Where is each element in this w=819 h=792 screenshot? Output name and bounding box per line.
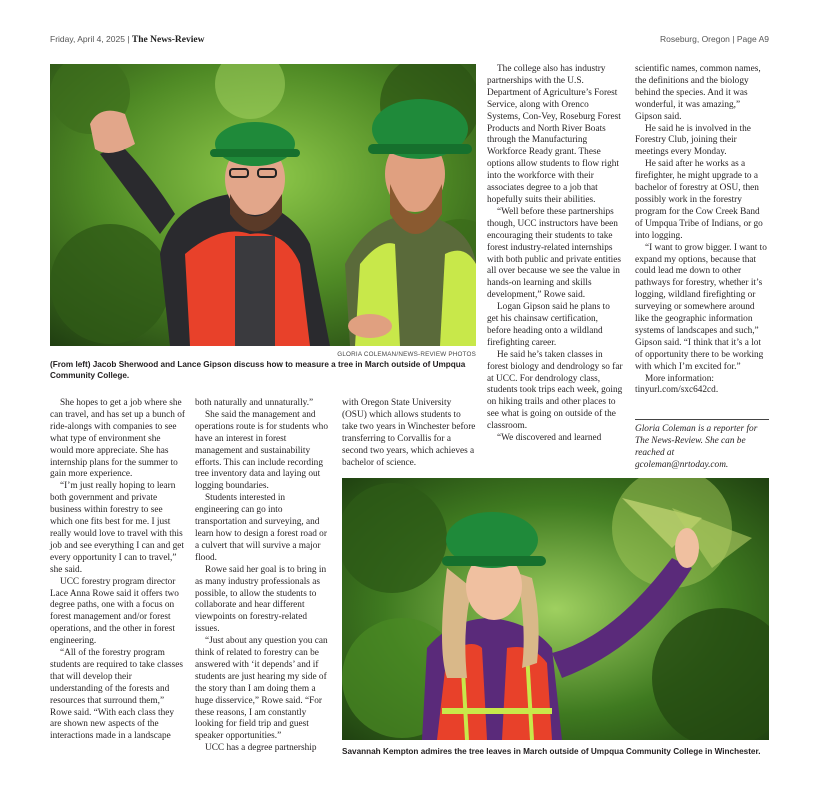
paragraph: UCC forestry program director Lace Anna Rowe said it offers two degree paths, one with a focus on forest management and/or forest operations, and the other in forest engineering. bbox=[50, 576, 179, 647]
article-column-3-lower bbox=[342, 398, 477, 469]
paragraph: He said he is involved in the Forestry Club, joining their meetings every Monday. bbox=[635, 123, 751, 158]
article-column-3-upper bbox=[487, 64, 623, 445]
paragraph: More information: tinyurl.com/sxc642cd. bbox=[635, 373, 719, 396]
paragraph: scientific names, common names, the definitions and the biology behind the species. And it was wonderful, it was amazing,” Gipson said. bbox=[635, 64, 761, 122]
paragraph: “All of the forestry program students are required to take classes that will develop their understanding of the forests and resources that surround them,” Rowe said. “With each class they are shown new aspects of the interactions made in a landscape bbox=[50, 648, 183, 742]
page-header-left bbox=[50, 34, 204, 45]
header-separator: | bbox=[124, 34, 132, 44]
tagline-divider bbox=[635, 419, 769, 420]
paragraph: “I’m just really hoping to learn both government and private business within forestry to see which one fits best for me. I just really would love to travel with this job and see everything I can and get every opportunity I can to travel,” she said. bbox=[50, 481, 184, 575]
paragraph: “Well before these partnerships though, UCC instructors have been encouraging their students to take forest industry-related internships with both public and private entities all over because we see the value in hands-on learning and skills development,” Rowe said. bbox=[487, 206, 622, 301]
photo-sherwood-gipson bbox=[50, 64, 476, 346]
paragraph: “I want to grow bigger. I want to expand my options, because that could lead me down to other pathways for forestry, whether it’s logging, wildland firefighting or surveying or somewhere around like the geographic information systems of landscapes and such,” Gipson said. “I think that it’s a lot of opportunity there to be working with which I’m excited for.” bbox=[635, 242, 767, 372]
paragraph: UCC has a degree partnership bbox=[205, 743, 317, 754]
paragraph: both naturally and unnaturally.” bbox=[195, 398, 314, 408]
page-header-right: Roseburg, Oregon | Page A9 bbox=[659, 34, 769, 44]
reporter-tagline: Gloria Coleman is a reporter for The News-Review. She can be reached at gcoleman@nrtoday.com. bbox=[635, 424, 758, 470]
paragraph: Students interested in engineering can go into transportation and surveying, and learn how to design a forest road or a culvert that will survive a major flood. bbox=[195, 493, 327, 563]
photo-caption-2: Savannah Kempton admires the tree leaves in March outside of Umpqua Community College in Winchester. bbox=[342, 747, 761, 756]
paragraph: She said the management and operations route is for students who have an interest in forest management and sustainability efforts. This can include recording tree inventory data and laying out logging boundaries. bbox=[195, 409, 328, 492]
paragraph: She hopes to get a job where she can travel, and has set up a bunch of ride-alongs with companies to see what type of environment she would more appreciate. She has internship plans for the summer to gain more experience. bbox=[50, 398, 186, 480]
issue-date: Friday, April 4, 2025 bbox=[50, 34, 125, 44]
article-column-2 bbox=[195, 398, 331, 755]
paragraph: with Oregon State University (OSU) which allows students to take two years in Winchester before transferring to Corvallis for a second two years, which achieves a bachelor of science. bbox=[342, 398, 476, 468]
masthead-name: The News-Review bbox=[131, 35, 205, 45]
paragraph: “We discovered and learned bbox=[497, 433, 602, 444]
photo-caption-1: (From left) Jacob Sherwood and Lance Gipson discuss how to measure a tree in March outside of Umpqua Community College. bbox=[50, 360, 466, 380]
article-column-4 bbox=[635, 64, 769, 397]
photo-savannah-kempton bbox=[342, 478, 769, 740]
photo-illustration bbox=[342, 478, 769, 740]
paragraph: The college also has industry partnerships with the U.S. Department of Agriculture’s Forest Service, along with Orenco Systems, Con-Vey, Roseburg Forest Products and North River Boats through the Manufacturing Workforce Ready grant. These options allow students to flow right into the workforce with their associates degree to a job that hopefully suits their abilities. bbox=[487, 64, 621, 205]
paragraph: He said after he works as a firefighter, he might upgrade to a bachelor of forestry at OSU, then possibly work in the forestry program for the Cow Creek Band of Umpqua Tribe of Indians, or go into logging. bbox=[635, 159, 763, 241]
paragraph: Logan Gipson said he plans to get his chainsaw certification, before heading onto a wildland firefighting career. bbox=[487, 302, 610, 348]
paragraph: Rowe said her goal is to bring in as many industry professionals as possible, to allow the students to collaborate and hear different viewpoints on forestry-related issues. bbox=[195, 564, 327, 635]
article-column-1 bbox=[50, 398, 186, 743]
paragraph: He said he’s taken classes in forest biology and dendrology so far at UCC. For dendrology class, students took trips each week, going on hiking trails and other places to see what is going on outside of the classroom. bbox=[487, 349, 623, 432]
photo-credit: GLORIA COLEMAN/NEWS-REVIEW PHOTOS bbox=[337, 351, 476, 358]
paragraph: “Just about any question you can think of related to forestry can be answered with ‘it depends’ and if students are just hearing my side of the story than I am doing them a huge disservice,” Rowe said. “For these reasons, I am constantly looking for field trip and guest speaker opportunities.” bbox=[195, 636, 328, 742]
photo-illustration bbox=[50, 64, 476, 346]
